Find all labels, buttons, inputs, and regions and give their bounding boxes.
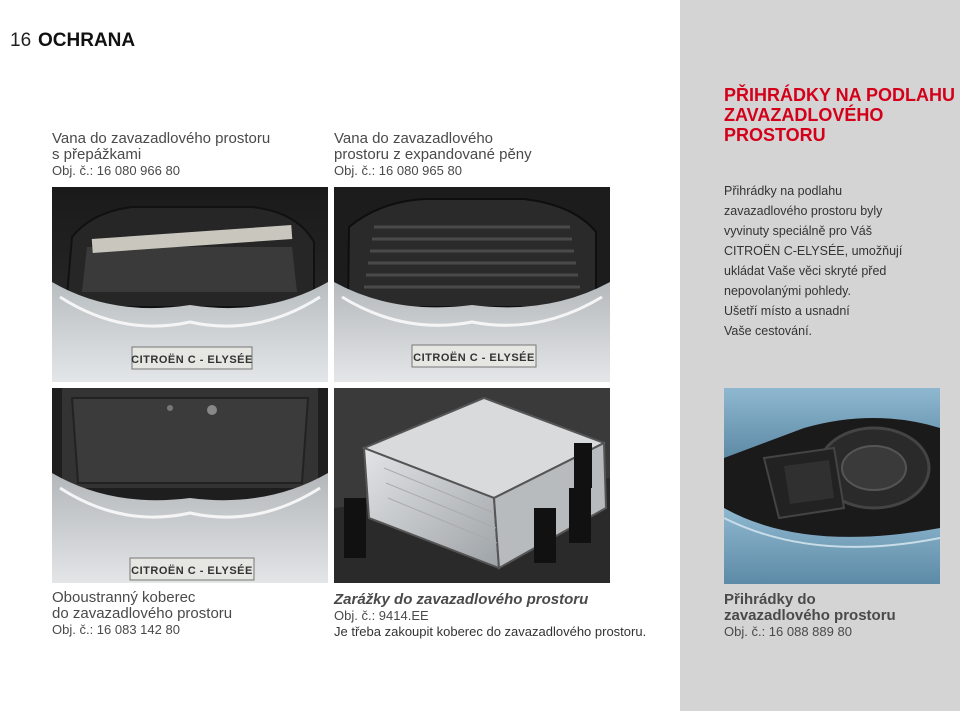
product-caption-1: [52, 131, 292, 179]
product-title-line-1: Vana do zavazadlového prostoru: [52, 130, 271, 147]
photo-trunk-floor-compartments: [724, 388, 940, 584]
product-note: Je třeba zakoupit koberec do zavazadlového prostoru.: [334, 624, 647, 639]
product-title-line-1: Oboustranný koberec: [52, 589, 196, 606]
product-title-line-2: prostoru z expandované pěny: [334, 146, 532, 163]
side-panel-body-line: CITROËN C-ELYSÉE, umožňují: [724, 244, 903, 258]
product-ref: Obj. č.: 9414.EE: [334, 608, 429, 623]
license-plate-text: CITROËN C - ELYSÉE: [413, 352, 535, 364]
product-title-line-2: do zavazadlového prostoru: [52, 605, 233, 622]
side-panel-body-line: ukládat Vaše věci skryté před: [724, 264, 887, 278]
side-panel-body-line: nepovolanými pohledy.: [724, 284, 851, 298]
product-caption-2: [334, 131, 594, 179]
product-title-line-2: zavazadlového prostoru: [724, 607, 896, 624]
product-title-line-2: s přepážkami: [52, 146, 142, 163]
photo-trunk-tray-with-dividers: [52, 187, 328, 382]
product-ref: Obj. č.: 16 080 966 80: [52, 163, 180, 178]
product-title-line-1: Přihrádky do: [724, 591, 816, 608]
product-ref: Obj. č.: 16 088 889 80: [724, 624, 852, 639]
side-panel-heading-line-1: PŘIHRÁDKY NA PODLAHU: [724, 85, 956, 105]
license-plate-text: CITROËN C - ELYSÉE: [131, 354, 253, 366]
product-ref: Obj. č.: 16 080 965 80: [334, 163, 462, 178]
product-title-line-1: Vana do zavazadlového: [334, 130, 494, 147]
product-caption-5: [724, 592, 954, 640]
license-plate-text: CITROËN C - ELYSÉE: [131, 565, 253, 577]
side-panel-heading-line-2: ZAVAZADLOVÉHO: [724, 105, 884, 125]
page-number: 16: [10, 30, 32, 51]
page-title: OCHRANA: [38, 30, 136, 51]
product-caption-4: [334, 592, 664, 640]
side-panel-body-line: zavazadlového prostoru byly: [724, 204, 883, 218]
photo-trunk-carpet: [52, 388, 328, 583]
photo-trunk-stoppers-suitcase: [334, 388, 610, 583]
side-panel-heading: [724, 85, 960, 145]
side-panel-body-line: Přihrádky na podlahu: [724, 184, 843, 198]
side-panel-body-line: Ušetří místo a usnadní: [724, 304, 850, 318]
product-caption-3: [52, 590, 312, 638]
photo-trunk-foam-tray: [334, 187, 610, 382]
side-panel-heading-line-3: PROSTORU: [724, 125, 826, 145]
side-panel-body: [724, 181, 944, 341]
product-title-line-1: Zarážky do zavazadlového prostoru: [334, 591, 589, 608]
product-ref: Obj. č.: 16 083 142 80: [52, 622, 180, 637]
side-panel-body-line: Vaše cestování.: [724, 324, 813, 338]
side-panel-body-line: vyvinuty speciálně pro Váš: [724, 224, 872, 238]
